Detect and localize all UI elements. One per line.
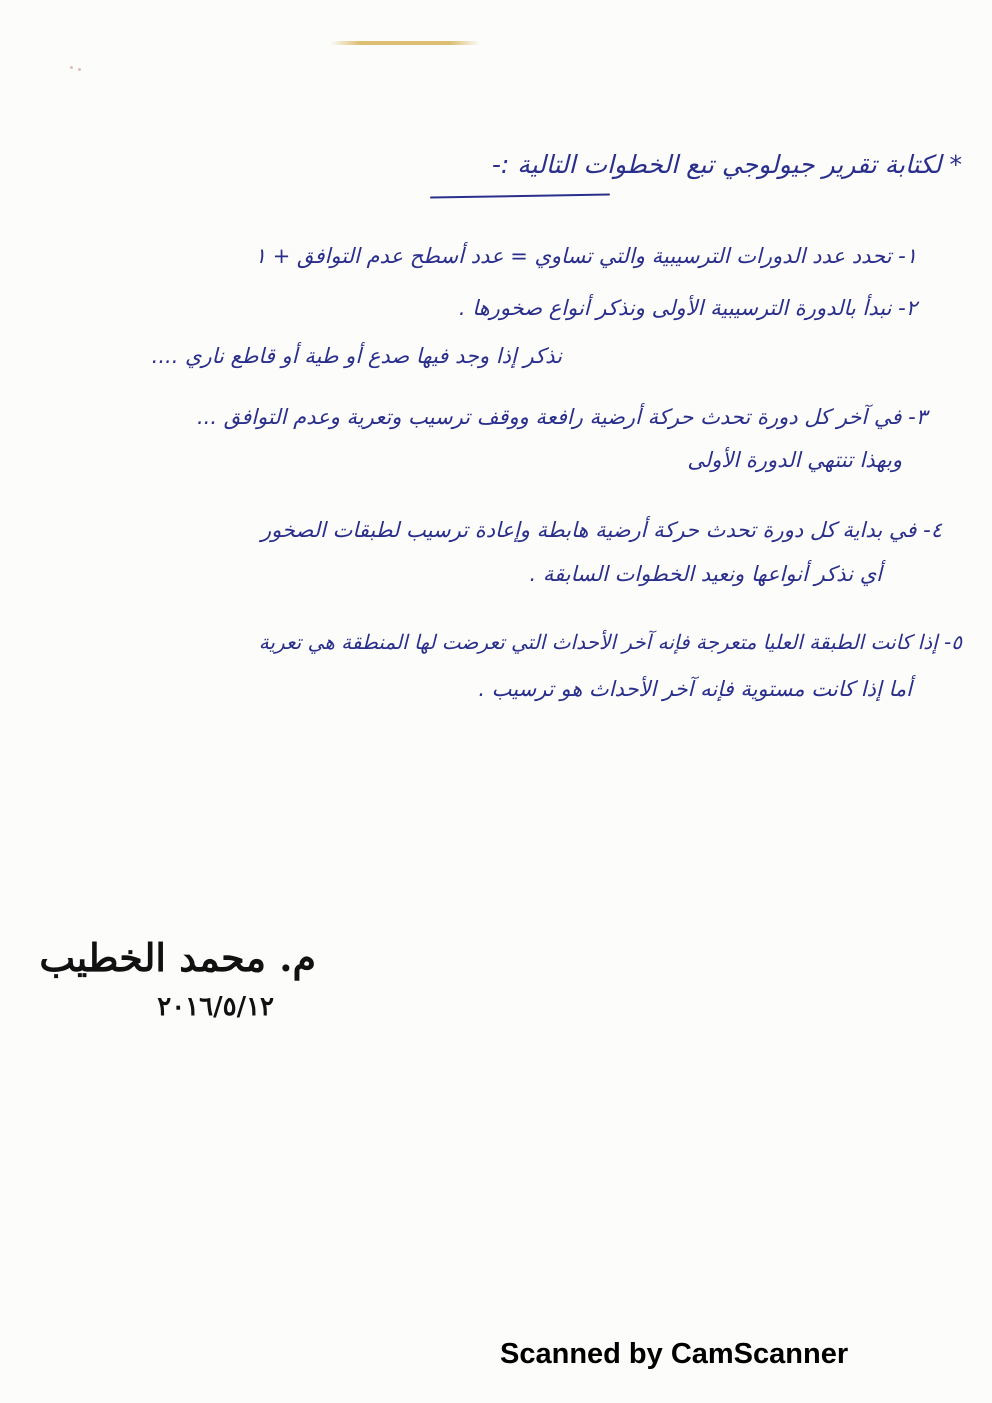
step-3-line: ٣- في آخر كل دورة تحدث حركة أرضية رافعة ووقف ترسيب وتعرية وعدم التوافق ... xyxy=(197,405,927,429)
top-edge-mark xyxy=(330,41,480,45)
title-underline xyxy=(430,193,610,198)
step-1-line: ١- تحدد عدد الدورات الترسيبية والتي تساوي = عدد أسطح عدم التوافق + ١ xyxy=(254,244,917,268)
step-5-line: ٥- إذا كانت الطبقة العليا متعرجة فإنه آخر الأحداث التي تعرضت لها المنطقة هي تعرية xyxy=(258,630,962,654)
step-2-continuation: نذكر إذا وجد فيها صدع أو طية أو قاطع ناري .... xyxy=(151,344,562,368)
step-3-continuation: وبهذا تنتهي الدورة الأولى xyxy=(687,448,902,472)
paper-speck xyxy=(70,66,73,69)
paper-speck xyxy=(78,68,81,71)
step-2-line: ٢- نبدأ بالدورة الترسيبية الأولى ونذكر أنواع صخورها . xyxy=(458,296,917,320)
camscanner-watermark: Scanned by CamScanner xyxy=(500,1338,849,1370)
document-title: * لكتابة تقرير جيولوجي تبع الخطوات التالية :- xyxy=(491,150,962,179)
signature-name: م. محمد الخطيب xyxy=(39,935,316,980)
step-5-continuation: أما إذا كانت مستوية فإنه آخر الأحداث هو ترسيب . xyxy=(478,677,912,701)
step-4-continuation: أي نذكر أنواعها ونعيد الخطوات السابقة . xyxy=(529,562,882,586)
step-4-line: ٤- في بداية كل دورة تحدث حركة أرضية هابطة وإعادة ترسيب لطبقات الصخور xyxy=(260,518,942,542)
signature-date: ٢٠١٦/٥/١٢ xyxy=(157,992,274,1022)
